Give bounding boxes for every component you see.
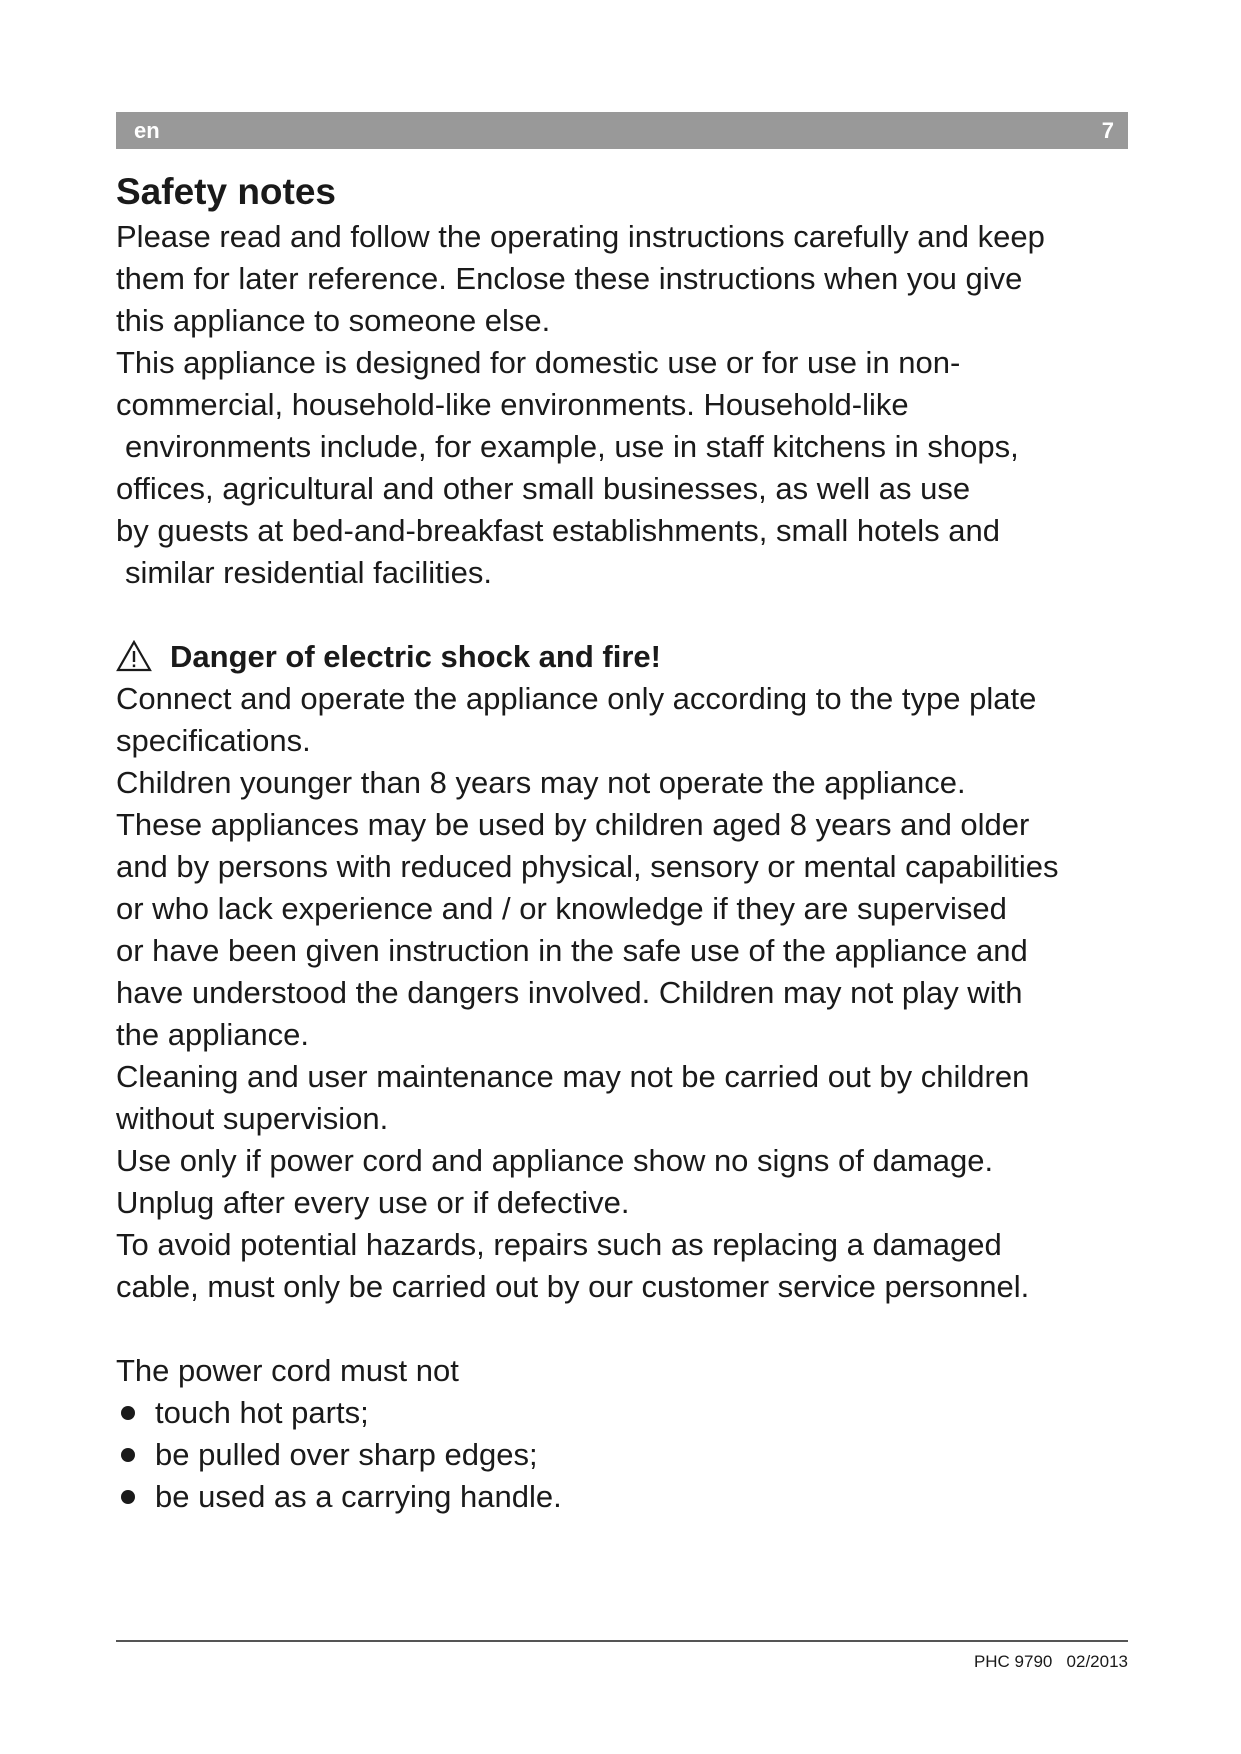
page-header-bar: [116, 112, 1128, 149]
warning-line: Cleaning and user maintenance may not be carried out by children: [116, 1059, 1030, 1094]
language-code: en: [134, 118, 160, 143]
intro-line: offices, agricultural and other small businesses, as well as use: [116, 471, 971, 506]
section-spacer: [116, 594, 1141, 636]
list-item: [116, 1392, 1141, 1434]
warning-heading-text: Danger of electric shock and fire!: [170, 639, 661, 674]
page-number: 7: [1101, 118, 1114, 143]
warning-line: or who lack experience and / or knowledge if they are supervised: [116, 891, 1007, 926]
list-item-text: be used as a carrying handle.: [155, 1479, 562, 1514]
intro-line: by guests at bed-and-breakfast establishments, small hotels and: [116, 513, 1000, 548]
intro-line: them for later reference. Enclose these instructions when you give: [116, 261, 1023, 296]
footer-info: [974, 1652, 1128, 1672]
list-item: [116, 1434, 1141, 1476]
page-title: Safety notes: [116, 171, 337, 212]
warning-line: have understood the dangers involved. Children may not play with: [116, 975, 1023, 1010]
warning-line: and by persons with reduced physical, sensory or mental capabilities: [116, 849, 1059, 884]
intro-line: similar residential facilities.: [125, 555, 492, 590]
list-item: [116, 1476, 1141, 1518]
list-item-text: be pulled over sharp edges;: [155, 1437, 538, 1472]
intro-line: Please read and follow the operating instructions carefully and keep: [116, 219, 1045, 254]
warning-line: the appliance.: [116, 1017, 310, 1052]
warning-line: or have been given instruction in the safe use of the appliance and: [116, 933, 1028, 968]
warning-line: These appliances may be used by children aged 8 years and older: [116, 807, 1030, 842]
intro-line: this appliance to someone else.: [116, 303, 551, 338]
warning-line: To avoid potential hazards, repairs such as replacing a damaged: [116, 1227, 1002, 1262]
warning-line: without supervision.: [116, 1101, 389, 1136]
warning-heading: [116, 636, 1141, 678]
power-cord-intro: The power cord must not: [116, 1353, 459, 1388]
section-spacer: [116, 1308, 1141, 1350]
intro-paragraph: [116, 216, 1141, 594]
warning-line: Connect and operate the appliance only according to the type plate: [116, 681, 1037, 716]
footer-date: 02/2013: [1066, 1652, 1128, 1671]
warning-paragraph: [116, 678, 1141, 1308]
warning-line: Unplug after every use or if defective.: [116, 1185, 630, 1220]
warning-triangle-icon: [116, 640, 152, 672]
intro-line: commercial, household-like environments. Household-like: [116, 387, 909, 422]
bullet-icon: [121, 1490, 135, 1504]
warning-line: Children younger than 8 years may not operate the appliance.: [116, 765, 966, 800]
power-cord-section: [116, 1350, 1141, 1518]
footer-divider: [116, 1640, 1128, 1642]
bullet-icon: [121, 1406, 135, 1420]
footer-model: PHC 9790: [973, 1652, 1053, 1671]
list-item-text: touch hot parts;: [155, 1395, 369, 1430]
page-content: [116, 168, 1141, 1518]
warning-line: cable, must only be carried out by our customer service personnel.: [116, 1269, 1030, 1304]
warning-line: Use only if power cord and appliance show no signs of damage.: [116, 1143, 994, 1178]
bullet-icon: [121, 1448, 135, 1462]
intro-line: This appliance is designed for domestic use or for use in non-: [116, 345, 961, 380]
warning-line: specifications.: [116, 723, 311, 758]
intro-line: environments include, for example, use in staff kitchens in shops,: [125, 429, 1019, 464]
